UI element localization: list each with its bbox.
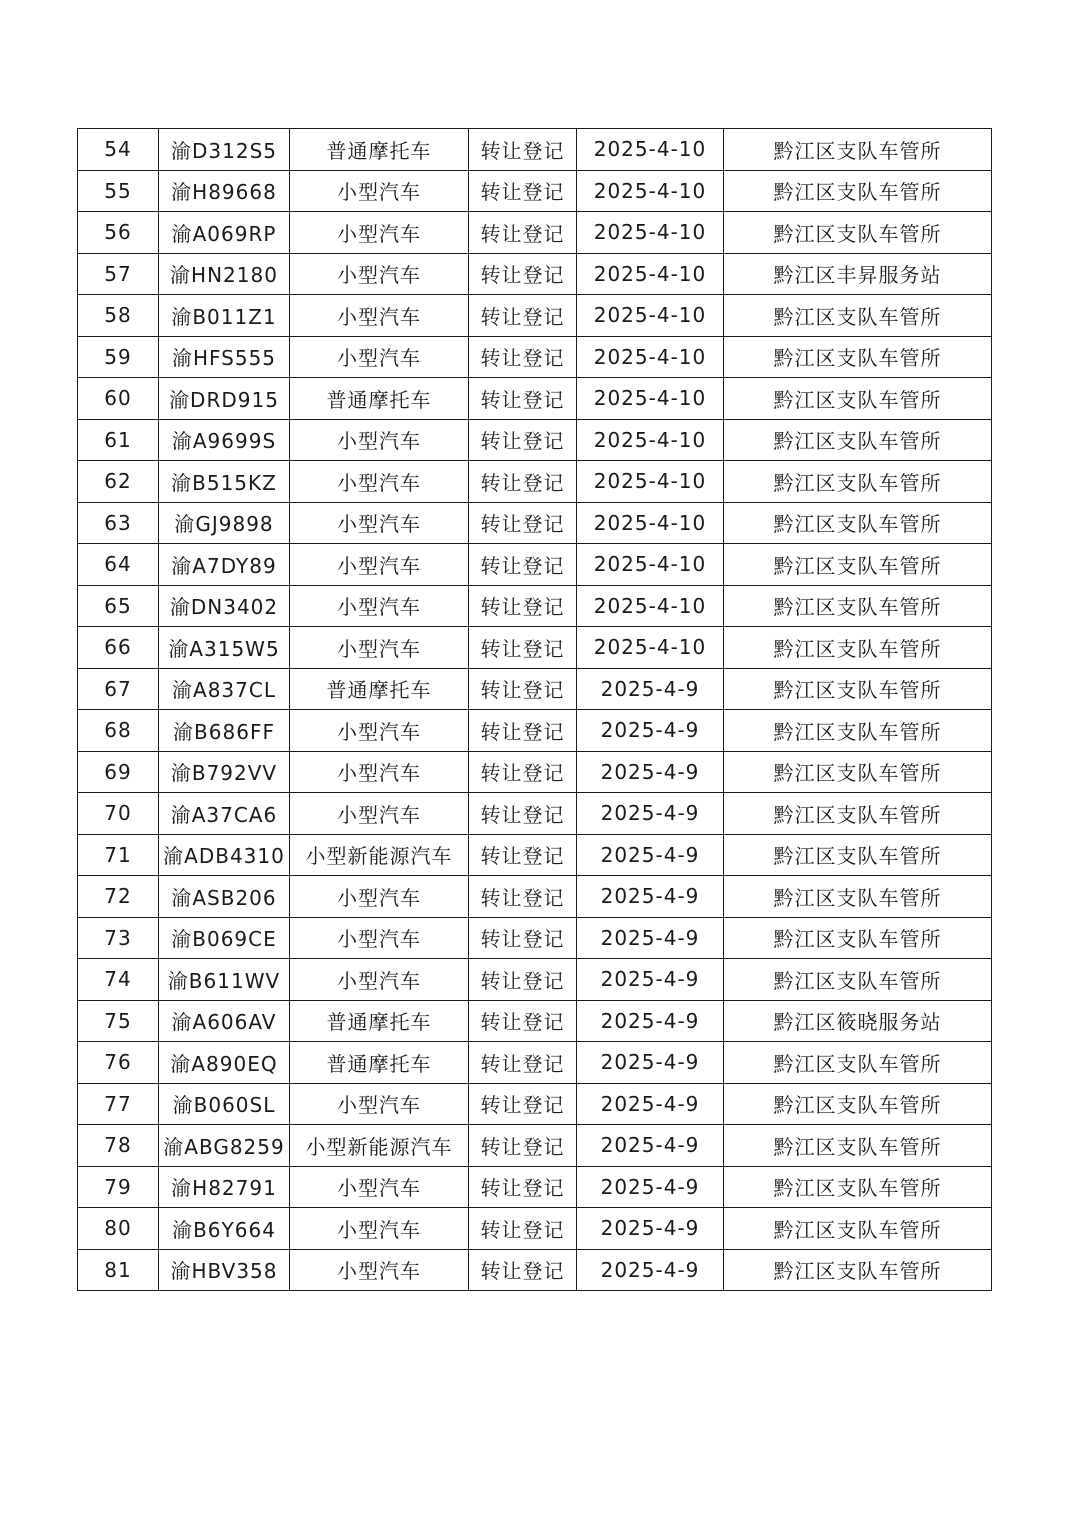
row-number-cell: 64 bbox=[78, 544, 159, 586]
business-type-cell: 转让登记 bbox=[469, 1249, 577, 1291]
business-type-cell: 转让登记 bbox=[469, 336, 577, 378]
vehicle-type-cell: 小型汽车 bbox=[290, 544, 469, 586]
business-type-cell: 转让登记 bbox=[469, 751, 577, 793]
row-number-cell: 60 bbox=[78, 378, 159, 420]
row-number-cell: 57 bbox=[78, 253, 159, 295]
office-cell: 黔江区支队车管所 bbox=[724, 627, 992, 669]
business-type-cell: 转让登记 bbox=[469, 419, 577, 461]
date-cell: 2025-4-9 bbox=[577, 668, 724, 710]
date-cell: 2025-4-9 bbox=[577, 1125, 724, 1167]
vehicle-type-cell: 普通摩托车 bbox=[290, 1000, 469, 1042]
row-number-cell: 71 bbox=[78, 834, 159, 876]
office-cell: 黔江区支队车管所 bbox=[724, 917, 992, 959]
row-number-cell: 69 bbox=[78, 751, 159, 793]
vehicle-type-cell: 小型汽车 bbox=[290, 1208, 469, 1250]
table-row bbox=[78, 793, 992, 835]
date-cell: 2025-4-9 bbox=[577, 1166, 724, 1208]
date-cell: 2025-4-10 bbox=[577, 461, 724, 503]
row-number-cell: 72 bbox=[78, 876, 159, 918]
registration-table-body bbox=[78, 129, 992, 1291]
office-cell: 黔江区支队车管所 bbox=[724, 1166, 992, 1208]
business-type-cell: 转让登记 bbox=[469, 1166, 577, 1208]
table-row bbox=[78, 917, 992, 959]
vehicle-type-cell: 普通摩托车 bbox=[290, 668, 469, 710]
office-cell: 黔江区支队车管所 bbox=[724, 1208, 992, 1250]
vehicle-type-cell: 小型汽车 bbox=[290, 1166, 469, 1208]
vehicle-type-cell: 小型汽车 bbox=[290, 627, 469, 669]
plate-number-cell: 渝B069CE bbox=[159, 917, 290, 959]
office-cell: 黔江区支队车管所 bbox=[724, 1083, 992, 1125]
vehicle-type-cell: 小型汽车 bbox=[290, 419, 469, 461]
date-cell: 2025-4-10 bbox=[577, 544, 724, 586]
table-row bbox=[78, 378, 992, 420]
office-cell: 黔江区支队车管所 bbox=[724, 502, 992, 544]
plate-number-cell: 渝A315W5 bbox=[159, 627, 290, 669]
row-number-cell: 67 bbox=[78, 668, 159, 710]
business-type-cell: 转让登记 bbox=[469, 834, 577, 876]
office-cell: 黔江区支队车管所 bbox=[724, 710, 992, 752]
office-cell: 黔江区支队车管所 bbox=[724, 668, 992, 710]
plate-number-cell: 渝B6Y664 bbox=[159, 1208, 290, 1250]
vehicle-type-cell: 小型汽车 bbox=[290, 1083, 469, 1125]
table-row bbox=[78, 1042, 992, 1084]
office-cell: 黔江区支队车管所 bbox=[724, 959, 992, 1001]
vehicle-type-cell: 普通摩托车 bbox=[290, 1042, 469, 1084]
registration-table bbox=[77, 128, 992, 1291]
table-row bbox=[78, 419, 992, 461]
row-number-cell: 61 bbox=[78, 419, 159, 461]
table-row bbox=[78, 627, 992, 669]
plate-number-cell: 渝DRD915 bbox=[159, 378, 290, 420]
office-cell: 黔江区筱晓服务站 bbox=[724, 1000, 992, 1042]
date-cell: 2025-4-9 bbox=[577, 917, 724, 959]
table-row bbox=[78, 1000, 992, 1042]
vehicle-type-cell: 小型汽车 bbox=[290, 1249, 469, 1291]
vehicle-type-cell: 小型汽车 bbox=[290, 710, 469, 752]
office-cell: 黔江区支队车管所 bbox=[724, 419, 992, 461]
business-type-cell: 转让登记 bbox=[469, 585, 577, 627]
table-row bbox=[78, 170, 992, 212]
vehicle-type-cell: 普通摩托车 bbox=[290, 129, 469, 171]
date-cell: 2025-4-9 bbox=[577, 1000, 724, 1042]
office-cell: 黔江区支队车管所 bbox=[724, 1249, 992, 1291]
date-cell: 2025-4-9 bbox=[577, 1249, 724, 1291]
business-type-cell: 转让登记 bbox=[469, 668, 577, 710]
date-cell: 2025-4-9 bbox=[577, 1083, 724, 1125]
office-cell: 黔江区支队车管所 bbox=[724, 1125, 992, 1167]
date-cell: 2025-4-9 bbox=[577, 1208, 724, 1250]
table-row bbox=[78, 1249, 992, 1291]
business-type-cell: 转让登记 bbox=[469, 1208, 577, 1250]
date-cell: 2025-4-9 bbox=[577, 1042, 724, 1084]
date-cell: 2025-4-9 bbox=[577, 959, 724, 1001]
plate-number-cell: 渝DN3402 bbox=[159, 585, 290, 627]
office-cell: 黔江区支队车管所 bbox=[724, 378, 992, 420]
date-cell: 2025-4-9 bbox=[577, 751, 724, 793]
row-number-cell: 68 bbox=[78, 710, 159, 752]
table-row bbox=[78, 295, 992, 337]
date-cell: 2025-4-10 bbox=[577, 253, 724, 295]
row-number-cell: 59 bbox=[78, 336, 159, 378]
business-type-cell: 转让登记 bbox=[469, 876, 577, 918]
date-cell: 2025-4-10 bbox=[577, 295, 724, 337]
plate-number-cell: 渝A606AV bbox=[159, 1000, 290, 1042]
row-number-cell: 78 bbox=[78, 1125, 159, 1167]
vehicle-type-cell: 小型汽车 bbox=[290, 751, 469, 793]
table-row bbox=[78, 544, 992, 586]
office-cell: 黔江区支队车管所 bbox=[724, 834, 992, 876]
row-number-cell: 62 bbox=[78, 461, 159, 503]
row-number-cell: 81 bbox=[78, 1249, 159, 1291]
row-number-cell: 74 bbox=[78, 959, 159, 1001]
row-number-cell: 70 bbox=[78, 793, 159, 835]
row-number-cell: 65 bbox=[78, 585, 159, 627]
office-cell: 黔江区支队车管所 bbox=[724, 129, 992, 171]
office-cell: 黔江区支队车管所 bbox=[724, 544, 992, 586]
plate-number-cell: 渝B686FF bbox=[159, 710, 290, 752]
plate-number-cell: 渝A890EQ bbox=[159, 1042, 290, 1084]
table-row bbox=[78, 585, 992, 627]
plate-number-cell: 渝H82791 bbox=[159, 1166, 290, 1208]
row-number-cell: 80 bbox=[78, 1208, 159, 1250]
row-number-cell: 73 bbox=[78, 917, 159, 959]
date-cell: 2025-4-10 bbox=[577, 212, 724, 254]
business-type-cell: 转让登记 bbox=[469, 170, 577, 212]
business-type-cell: 转让登记 bbox=[469, 627, 577, 669]
date-cell: 2025-4-10 bbox=[577, 129, 724, 171]
table-row bbox=[78, 834, 992, 876]
table-row bbox=[78, 1208, 992, 1250]
date-cell: 2025-4-9 bbox=[577, 834, 724, 876]
plate-number-cell: 渝A37CA6 bbox=[159, 793, 290, 835]
business-type-cell: 转让登记 bbox=[469, 253, 577, 295]
date-cell: 2025-4-9 bbox=[577, 710, 724, 752]
table-row bbox=[78, 668, 992, 710]
office-cell: 黔江区支队车管所 bbox=[724, 751, 992, 793]
table-row bbox=[78, 253, 992, 295]
vehicle-type-cell: 小型汽车 bbox=[290, 253, 469, 295]
plate-number-cell: 渝ABG8259 bbox=[159, 1125, 290, 1167]
business-type-cell: 转让登记 bbox=[469, 710, 577, 752]
table-row bbox=[78, 1125, 992, 1167]
business-type-cell: 转让登记 bbox=[469, 1042, 577, 1084]
vehicle-type-cell: 小型汽车 bbox=[290, 917, 469, 959]
plate-number-cell: 渝B611WV bbox=[159, 959, 290, 1001]
vehicle-type-cell: 小型汽车 bbox=[290, 959, 469, 1001]
business-type-cell: 转让登记 bbox=[469, 1000, 577, 1042]
business-type-cell: 转让登记 bbox=[469, 378, 577, 420]
table-row bbox=[78, 461, 992, 503]
row-number-cell: 58 bbox=[78, 295, 159, 337]
office-cell: 黔江区支队车管所 bbox=[724, 212, 992, 254]
office-cell: 黔江区支队车管所 bbox=[724, 461, 992, 503]
date-cell: 2025-4-10 bbox=[577, 585, 724, 627]
business-type-cell: 转让登记 bbox=[469, 1125, 577, 1167]
business-type-cell: 转让登记 bbox=[469, 212, 577, 254]
business-type-cell: 转让登记 bbox=[469, 1083, 577, 1125]
date-cell: 2025-4-10 bbox=[577, 378, 724, 420]
date-cell: 2025-4-10 bbox=[577, 170, 724, 212]
vehicle-type-cell: 小型汽车 bbox=[290, 876, 469, 918]
row-number-cell: 76 bbox=[78, 1042, 159, 1084]
row-number-cell: 54 bbox=[78, 129, 159, 171]
plate-number-cell: 渝B792VV bbox=[159, 751, 290, 793]
plate-number-cell: 渝A837CL bbox=[159, 668, 290, 710]
table-row bbox=[78, 502, 992, 544]
date-cell: 2025-4-9 bbox=[577, 876, 724, 918]
vehicle-type-cell: 小型汽车 bbox=[290, 336, 469, 378]
table-row bbox=[78, 876, 992, 918]
plate-number-cell: 渝A9699S bbox=[159, 419, 290, 461]
date-cell: 2025-4-9 bbox=[577, 793, 724, 835]
table-row bbox=[78, 751, 992, 793]
plate-number-cell: 渝B011Z1 bbox=[159, 295, 290, 337]
date-cell: 2025-4-10 bbox=[577, 419, 724, 461]
table-row bbox=[78, 212, 992, 254]
vehicle-type-cell: 小型汽车 bbox=[290, 793, 469, 835]
business-type-cell: 转让登记 bbox=[469, 295, 577, 337]
vehicle-type-cell: 小型新能源汽车 bbox=[290, 834, 469, 876]
row-number-cell: 79 bbox=[78, 1166, 159, 1208]
date-cell: 2025-4-10 bbox=[577, 336, 724, 378]
vehicle-type-cell: 小型汽车 bbox=[290, 502, 469, 544]
office-cell: 黔江区支队车管所 bbox=[724, 585, 992, 627]
office-cell: 黔江区支队车管所 bbox=[724, 295, 992, 337]
date-cell: 2025-4-10 bbox=[577, 627, 724, 669]
business-type-cell: 转让登记 bbox=[469, 129, 577, 171]
office-cell: 黔江区支队车管所 bbox=[724, 336, 992, 378]
plate-number-cell: 渝HBV358 bbox=[159, 1249, 290, 1291]
table-row bbox=[78, 959, 992, 1001]
office-cell: 黔江区支队车管所 bbox=[724, 876, 992, 918]
vehicle-type-cell: 小型汽车 bbox=[290, 212, 469, 254]
business-type-cell: 转让登记 bbox=[469, 502, 577, 544]
row-number-cell: 56 bbox=[78, 212, 159, 254]
table-row bbox=[78, 1166, 992, 1208]
table-row bbox=[78, 710, 992, 752]
vehicle-type-cell: 小型新能源汽车 bbox=[290, 1125, 469, 1167]
plate-number-cell: 渝B515KZ bbox=[159, 461, 290, 503]
row-number-cell: 77 bbox=[78, 1083, 159, 1125]
table-row bbox=[78, 1083, 992, 1125]
table-row bbox=[78, 336, 992, 378]
plate-number-cell: 渝ASB206 bbox=[159, 876, 290, 918]
row-number-cell: 75 bbox=[78, 1000, 159, 1042]
business-type-cell: 转让登记 bbox=[469, 917, 577, 959]
business-type-cell: 转让登记 bbox=[469, 461, 577, 503]
plate-number-cell: 渝A069RP bbox=[159, 212, 290, 254]
plate-number-cell: 渝ADB4310 bbox=[159, 834, 290, 876]
office-cell: 黔江区支队车管所 bbox=[724, 793, 992, 835]
vehicle-type-cell: 小型汽车 bbox=[290, 295, 469, 337]
row-number-cell: 63 bbox=[78, 502, 159, 544]
row-number-cell: 55 bbox=[78, 170, 159, 212]
vehicle-type-cell: 小型汽车 bbox=[290, 170, 469, 212]
plate-number-cell: 渝A7DY89 bbox=[159, 544, 290, 586]
date-cell: 2025-4-10 bbox=[577, 502, 724, 544]
office-cell: 黔江区支队车管所 bbox=[724, 1042, 992, 1084]
vehicle-type-cell: 普通摩托车 bbox=[290, 378, 469, 420]
vehicle-type-cell: 小型汽车 bbox=[290, 585, 469, 627]
vehicle-type-cell: 小型汽车 bbox=[290, 461, 469, 503]
office-cell: 黔江区丰昇服务站 bbox=[724, 253, 992, 295]
plate-number-cell: 渝GJ9898 bbox=[159, 502, 290, 544]
plate-number-cell: 渝HFS555 bbox=[159, 336, 290, 378]
business-type-cell: 转让登记 bbox=[469, 793, 577, 835]
business-type-cell: 转让登记 bbox=[469, 544, 577, 586]
plate-number-cell: 渝B060SL bbox=[159, 1083, 290, 1125]
office-cell: 黔江区支队车管所 bbox=[724, 170, 992, 212]
plate-number-cell: 渝D312S5 bbox=[159, 129, 290, 171]
business-type-cell: 转让登记 bbox=[469, 959, 577, 1001]
plate-number-cell: 渝H89668 bbox=[159, 170, 290, 212]
row-number-cell: 66 bbox=[78, 627, 159, 669]
table-row bbox=[78, 129, 992, 171]
plate-number-cell: 渝HN2180 bbox=[159, 253, 290, 295]
